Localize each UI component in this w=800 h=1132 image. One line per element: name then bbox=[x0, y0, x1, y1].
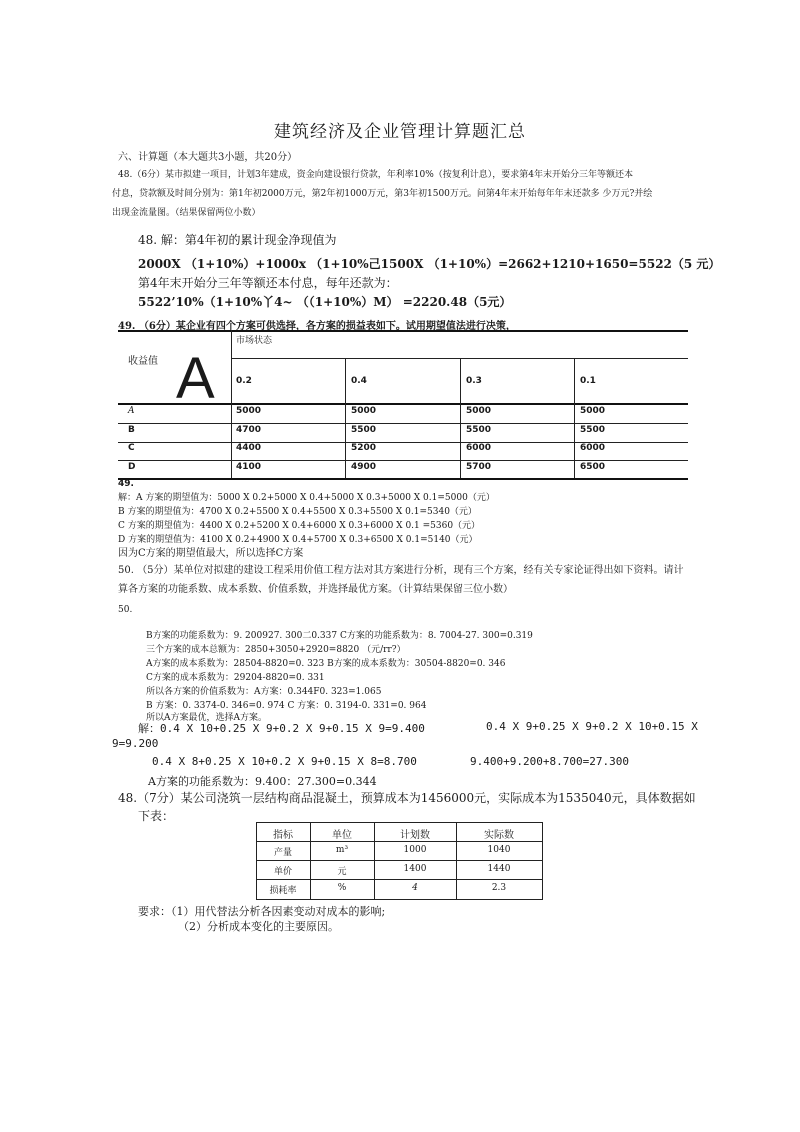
row-label-d: D bbox=[128, 462, 136, 472]
table-cell: 5500 bbox=[351, 425, 377, 435]
q48-text-line3: 出现金流量图。（结果保留两位小数） bbox=[112, 208, 261, 218]
prob-cell: 0.1 bbox=[580, 376, 596, 386]
big-letter-a: A bbox=[176, 346, 215, 411]
table-cell: 4 bbox=[412, 883, 418, 893]
prob-cell: 0.3 bbox=[466, 376, 482, 386]
table-cell: % bbox=[337, 883, 347, 893]
q48-solution-text: 第4年末开始分三年等额还本付息，每年还款为： bbox=[138, 276, 398, 290]
profit-label: 收益值 bbox=[128, 356, 158, 367]
q50-calc-line: 0.4 X 9+0.25 X 9+0.2 X 10+0.15 X bbox=[486, 720, 698, 733]
table-cell: 4900 bbox=[351, 462, 377, 472]
q50-calc-line: 9.400+9.200+8.700=27.300 bbox=[470, 755, 629, 768]
table-cell: 4400 bbox=[236, 443, 262, 453]
row-label-a: A bbox=[128, 406, 135, 416]
q50-calc-line: 9=9.200 bbox=[112, 737, 159, 750]
q49-solution-conclusion: 因为C方案的期望值最大，所以选择C方案 bbox=[118, 548, 304, 559]
q50-solution-line: A方案的成本系数为：28504-8820=0. 323 B方案的成本系数为：30504-8820=0. 346 bbox=[146, 659, 506, 669]
q48b-text-line1: 48.（7分）某公司浇筑一层结构商品混凝土，预算成本为1456000元，实际成本为1535040元，具体数据如 bbox=[118, 791, 696, 805]
table-cell: 5700 bbox=[466, 462, 492, 472]
q48-solution-result: 5522’10%（1+10%丫4~ （（1+10%）M） =2220.48（5元） bbox=[138, 295, 512, 309]
row-label-c: C bbox=[128, 443, 135, 453]
market-state-label: 市场状态 bbox=[236, 336, 273, 346]
q50-calc-line: 解：0.4 X 10+0.25 X 9+0.2 X 9+0.15 X 9=9.400 bbox=[138, 722, 425, 735]
q48b-requirement-2: （2）分析成本变化的主要原因。 bbox=[178, 920, 339, 933]
table-cell: 5000 bbox=[466, 406, 492, 416]
q49-solution-line: D 方案的期望值为：4100 X 0.2+4900 X 0.4+5700 X 0.3+6500 X 0.1=5140（元） bbox=[118, 535, 478, 545]
q50-calc-result: A方案的功能系数为：9.400：27.300=0.344 bbox=[148, 775, 377, 788]
prob-cell: 0.2 bbox=[236, 376, 252, 386]
q49-number: 49. bbox=[118, 479, 134, 489]
q50-text-line1: 50. （5分）某单位对拟建的建设工程采用价值工程方法对其方案进行分析，现有三个方案，经有关专家论证得出如下资料。请计 bbox=[118, 565, 684, 576]
q50-solution-line: B 方案：0. 3374-0. 346=0. 974 C 方案：0. 3194-0. 331=0. 964 bbox=[146, 701, 427, 711]
table-cell: 5000 bbox=[351, 406, 377, 416]
q50-solution-line: 所以A方案最优，选择A方案。 bbox=[146, 713, 267, 723]
table-cell: 1040 bbox=[487, 845, 511, 855]
q49-profit-table bbox=[118, 330, 688, 478]
table-cell: 产量 bbox=[273, 848, 292, 858]
q49-solution-line: C 方案的期望值为：4400 X 0.2+5200 X 0.4+6000 X 0.3+6000 X 0.1 =5360（元） bbox=[118, 521, 481, 531]
table-cell: 5000 bbox=[580, 406, 606, 416]
q50-solution-line: 三个方案的成本总额为：2850+3050+2920=8820 （元/rr?） bbox=[146, 645, 406, 655]
table-cell: 5500 bbox=[466, 425, 492, 435]
table-cell: 5500 bbox=[580, 425, 606, 435]
table-header: 实际数 bbox=[484, 830, 514, 841]
q48b-requirement-1: 要求：（1）用代替法分析各因素变动对成本的影响; bbox=[138, 905, 386, 918]
q50-solution-line: C方案的成本系数为：29204-8820=0. 331 bbox=[146, 673, 325, 683]
q50-number: 50. bbox=[118, 605, 133, 615]
table-cell: 损耗率 bbox=[269, 886, 297, 896]
table-cell: 6000 bbox=[466, 443, 492, 453]
table-cell: 1400 bbox=[403, 864, 427, 874]
table-header: 单位 bbox=[332, 830, 352, 841]
q48b-data-table bbox=[256, 822, 543, 899]
table-cell: 2.3 bbox=[491, 883, 507, 893]
q48-solution-formula: 2000X （1+10%）+1000x （1+10%己1500X （1+10%）=2662+1210+1650=5522（5 元） bbox=[138, 257, 721, 271]
q48b-text-line2: 下表： bbox=[138, 809, 175, 823]
table-header: 指标 bbox=[273, 830, 293, 841]
row-label-b: B bbox=[128, 425, 135, 435]
table-cell: 5000 bbox=[236, 406, 262, 416]
table-cell: 单价 bbox=[273, 867, 292, 877]
table-cell: 元 bbox=[337, 867, 347, 877]
table-header: 计划数 bbox=[400, 830, 430, 841]
table-cell: 4100 bbox=[236, 462, 262, 472]
q49-solution-line: B 方案的期望值为：4700 X 0.2+5500 X 0.4+5500 X 0.3+5500 X 0.1=5340（元） bbox=[118, 507, 477, 517]
section-header: 六、计算题（本大题共3小题，共20分） bbox=[118, 152, 298, 163]
table-cell: 6500 bbox=[580, 462, 606, 472]
table-cell: 4700 bbox=[236, 425, 262, 435]
table-cell: 5200 bbox=[351, 443, 377, 453]
page-title: 建筑经济及企业管理计算题汇总 bbox=[274, 122, 526, 142]
table-cell: 1000 bbox=[403, 845, 427, 855]
q50-calc-line: 0.4 X 8+0.25 X 10+0.2 X 9+0.15 X 8=8.700 bbox=[152, 755, 417, 768]
table-cell: 6000 bbox=[580, 443, 606, 453]
q49-question: 49. （6分）某企业有四个方案可供选择，各方案的损益表如下。试用期望值法进行决策， bbox=[118, 321, 516, 332]
prob-cell: 0.4 bbox=[351, 376, 367, 386]
table-cell: 1440 bbox=[487, 864, 511, 874]
q48-solution-intro: 48. 解：第4年初的累计现金净现值为 bbox=[138, 233, 337, 247]
q48-text-line2: 付息，贷款额及时间分别为：第1年初2000万元，第2年初1000万元，第3年初1500万元。问第4年末开始每年年末还款多 少万元?并绘 bbox=[112, 189, 653, 199]
q48-text-line1: 48.（6分）某市拟建一项目，计划3年建成，资金向建设银行贷款，年利率10%（按复利计息），要求第4年末开始分三年等额还本 bbox=[118, 170, 633, 180]
table-cell: m³ bbox=[335, 845, 349, 855]
q50-solution-line: B方案的功能系数为：9. 200927. 300二0.337 C方案的功能系数为：8. 7004-27. 300=0.319 bbox=[146, 631, 533, 641]
q50-text-line2: 算各方案的功能系数、成本系数、价值系数，并选择最优方案。（计算结果保留三位小数） bbox=[118, 584, 513, 595]
q49-solution-line: 解：A 方案的期望值为：5000 X 0.2+5000 X 0.4+5000 X 0.3+5000 X 0.1=5000（元） bbox=[118, 493, 495, 503]
q50-solution-line: 所以各方案的价值系数为：A方案：0.344F0. 323=1.065 bbox=[146, 687, 382, 697]
